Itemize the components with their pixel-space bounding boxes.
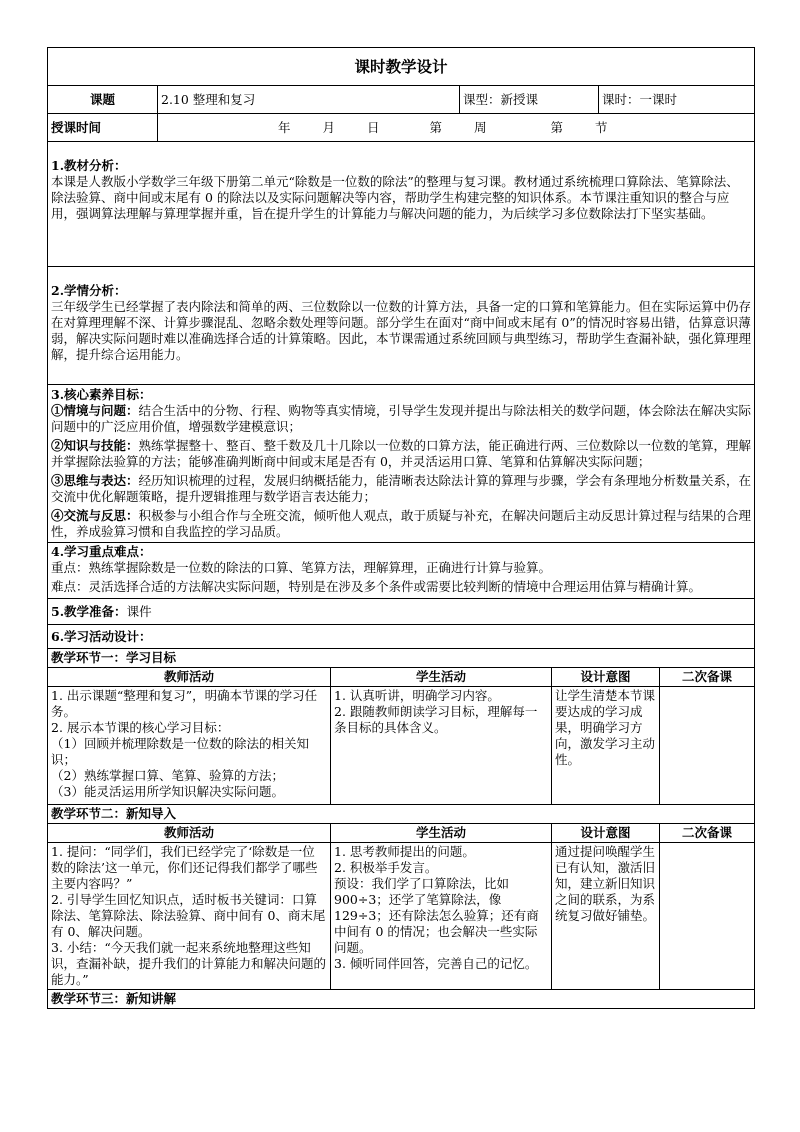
step-2-student [331, 843, 552, 990]
step-3-title: 教学环节三：新知讲解 [48, 990, 755, 1009]
goal-item [51, 508, 751, 540]
goal-text: 经历知识梳理的过程，发展归纳概括能力，能清晰表达除法计算的算理与步骤，学会有条理地分析数量关系，在交流中优化解题策略，提升逻辑推理与数学语言表达能力； [51, 473, 752, 504]
step-2-intent: 通过提问唤醒学生已有认知，激活旧知，建立新旧知识之间的联系，为系统复习做好铺垫。 [552, 843, 660, 990]
goal-label: ④交流与反思： [51, 508, 139, 523]
step-1-student [331, 687, 552, 805]
topic-value: 2.10 整理和复习 [158, 86, 460, 114]
header-intent: 设计意图 [552, 824, 660, 843]
time-month: 月 [322, 119, 336, 135]
goal-item [51, 473, 751, 505]
time-sec: 节 [595, 119, 608, 135]
step-1-teacher [48, 687, 331, 805]
section-student-analysis [48, 267, 755, 385]
topic-label: 课题 [48, 86, 158, 114]
header-second: 二次备课 [660, 824, 755, 843]
section-5-title: 5.教学准备： [51, 603, 127, 619]
section-4-title: 4.学习重点难点： [51, 544, 152, 559]
lesson-table [47, 47, 755, 649]
student-line: 2. 积极举手发言。 [334, 860, 438, 875]
section-core-goals [48, 385, 755, 543]
lesson-period: 课时：一课时 [599, 86, 755, 114]
section-1-title: 1.教材分析： [51, 158, 127, 173]
teacher-line: （1）回顾并梳理除数是一位数的除法的相关知识； [51, 736, 309, 767]
teacher-line: 2. 引导学生回忆知识点，适时板书关键词：口算除法、笔算除法、除法验算、商中间有 0、商末尾有 0、解决问题。 [51, 892, 326, 939]
activity-table [47, 648, 755, 1009]
section-preparation [48, 599, 755, 625]
goal-item [51, 403, 751, 435]
student-line: 3. 倾听同伴回答，完善自己的记忆。 [334, 956, 538, 971]
step-2-second [660, 843, 755, 990]
time-value [158, 114, 755, 142]
lesson-type: 课型：新授课 [460, 86, 599, 114]
teacher-line: （2）熟练掌握口算、笔算、验算的方法； [51, 768, 284, 783]
time-week-pre: 第 [429, 119, 443, 135]
header-student: 学生活动 [331, 824, 552, 843]
page-title: 课时教学设计 [48, 48, 755, 86]
teacher-line: 1. 出示课题“整理和复习”，明确本节课的学习任务。 [51, 688, 318, 719]
goal-item [51, 438, 751, 470]
time-label: 授课时间 [48, 114, 158, 142]
step-2-teacher [48, 843, 331, 990]
section-1-text: 本课是人教版小学数学三年级下册第二单元“除数是一位数的除法”的整理与复习课。教材通过系统梳理口算除法、笔算除法、除法验算、商中间或末尾有 0 的除法以及实际问题解决等内容，帮助学生构建完整的知识体系。本节课注重知识的整合与应用，强调算法理解与算理掌握并重，旨在提升学生的计算能力与解决问题的能力，为后续学习多位数除法打下坚实基础。 [51, 174, 739, 221]
section-key-points [48, 543, 755, 599]
student-line: 2. 跟随教师朗读学习目标，理解每一条目标的具体含义。 [334, 704, 538, 735]
section-6-title: 6.学习活动设计： [48, 625, 755, 649]
lesson-design-sheet [47, 47, 754, 1009]
teacher-line: 3. 小结：“今天我们就一起来系统地整理这些知识，查漏补缺，提升我们的计算能力和解决问题的能力。” [51, 940, 327, 987]
step-1-intent: 让学生清楚本节课要达成的学习成果，明确学习方向，激发学习主动性。 [552, 687, 660, 805]
goal-label: ③思维与表达： [51, 473, 139, 488]
goal-text: 结合生活中的分物、行程、购物等真实情境，引导学生发现并提出与除法相关的数学问题，体会除法在解决实际问题中的广泛应用价值，增强数学建模意识； [51, 403, 752, 434]
teacher-line: 2. 展示本节课的核心学习目标： [51, 720, 230, 735]
time-year: 年 [278, 119, 291, 135]
time-day: 日 [367, 119, 380, 135]
teacher-line: 1. 提问：“同学们，我们已经学完了‘除数是一位数的除法’这一单元，你们还记得我们都学了哪些主要内容吗？” [51, 844, 318, 891]
time-sec-pre: 第 [550, 119, 564, 135]
student-line: 1. 思考教师提出的问题。 [334, 844, 475, 859]
step-2-title: 教学环节二：新知导入 [48, 805, 755, 824]
header-intent: 设计意图 [552, 668, 660, 687]
goal-label: ①情境与问题： [51, 403, 139, 418]
goal-label: ②知识与技能： [51, 438, 139, 453]
step-1-title: 教学环节一：学习目标 [48, 649, 755, 668]
step-1-second [660, 687, 755, 805]
time-week: 周 [474, 119, 487, 135]
difficult-point: 难点：灵活选择合适的方法解决实际问题，特别是在涉及多个条件或需要比较判断的情境中合理运用估算与精确计算。 [51, 579, 702, 594]
header-teacher: 教师活动 [48, 824, 331, 843]
section-5-text: 课件 [126, 603, 152, 619]
teacher-line: （3）能灵活运用所学知识解决实际问题。 [51, 784, 284, 799]
goal-text: 熟练掌握整十、整百、整千数及几十几除以一位数的口算方法，能正确进行两、三位数除以一位数的笔算，理解并掌握除法验算的方法；能够准确判断商中间或末尾是否有 0，并灵活运用口算、笔算和估算解决实际问题； [51, 438, 752, 469]
key-point: 重点：熟练掌握除数是一位数的除法的口算、笔算方法，理解算理，正确进行计算与验算。 [51, 560, 552, 575]
section-2-title: 2.学情分析： [51, 283, 127, 298]
header-student: 学生活动 [331, 668, 552, 687]
section-3-title: 3.核心素养目标： [51, 387, 152, 402]
goal-text: 积极参与小组合作与全班交流，倾听他人观点，敢于质疑与补充，在解决问题后主动反思计算过程与结果的合理性，养成验算习惯和自我监控的学习品质。 [51, 508, 752, 539]
student-line: 1. 认真听讲，明确学习内容。 [334, 688, 500, 703]
section-textbook-analysis [48, 142, 755, 267]
header-second: 二次备课 [660, 668, 755, 687]
section-2-text: 三年级学生已经掌握了表内除法和简单的两、三位数除以一位数的计算方法，具备一定的口算和笔算能力。但在实际运算中仍存在对算理理解不深、计算步骤混乱、忽略余数处理等问题。部分学生在面对“商中间或末尾有 0”的情况时容易出错，估算意识薄弱，解决实际问题时难以准确选择合适的计算策略。因此，本节课需通过系统回顾与典型练习，帮助学生查漏补缺，强化算理理解，提升综合运用能力。 [51, 299, 752, 362]
header-teacher: 教师活动 [48, 668, 331, 687]
student-line: 预设：我们学了口算除法，比如 900÷3；还学了笔算除法，像 129÷3；还有除法怎么验算；还有商中间有 0 的情况；也会解决一些实际问题。 [334, 876, 539, 955]
